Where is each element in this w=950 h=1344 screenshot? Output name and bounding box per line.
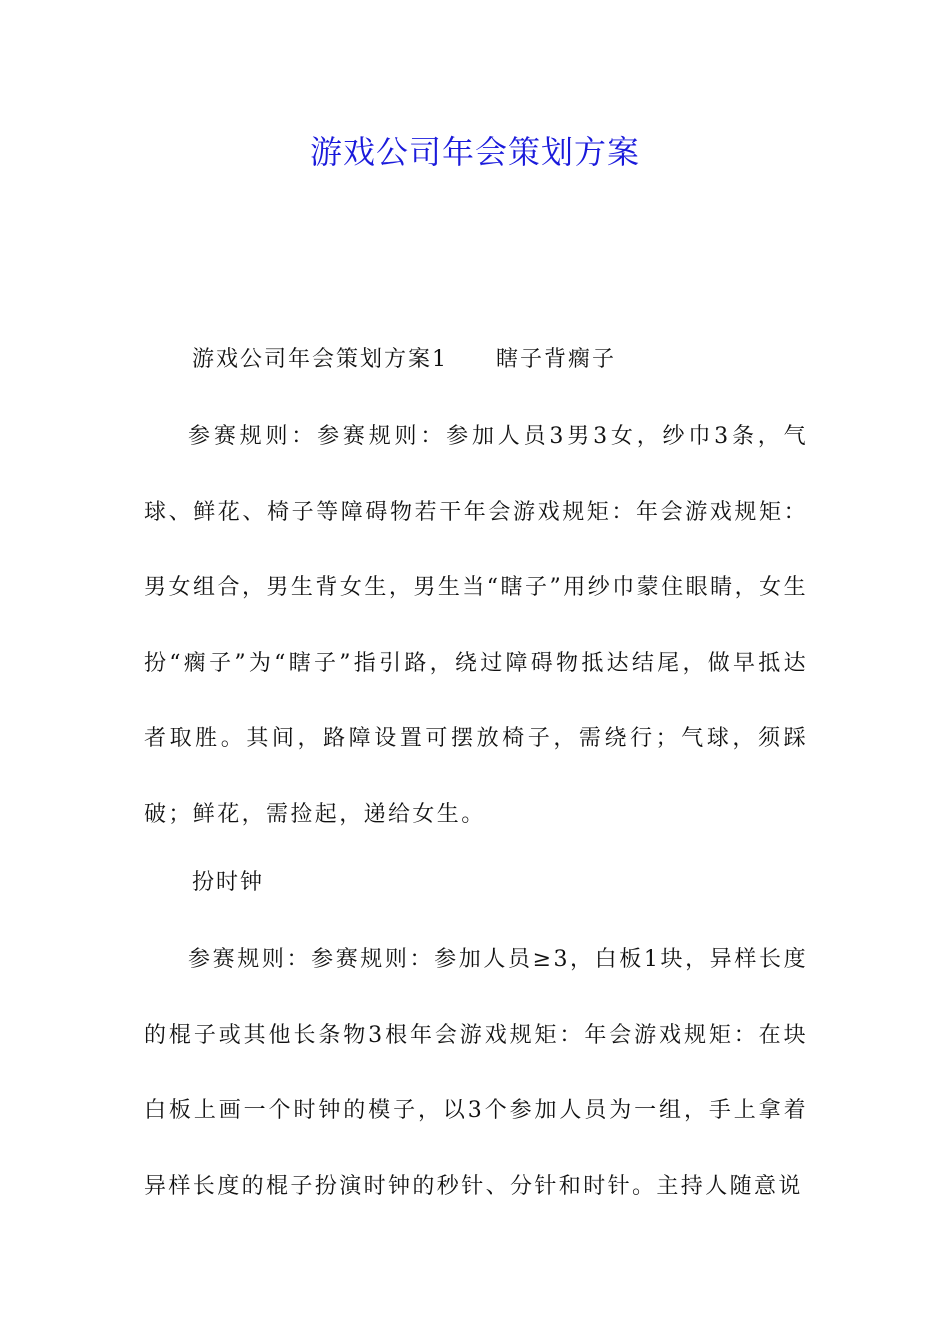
game1-rules-paragraph: 参赛规则：参赛规则：参加人员3男3女，纱巾3条，气球、鲜花、椅子等障碍物若干年会游戏规矩：年会游戏规矩：男女组合，男生背女生，男生当“瞎子”用纱巾蒙住眼睛，女生扮“瘸子”为“瞎子”指引路，绕过障碍物抵达结尾，做早抵达者取胜。其间，路障设置可摆放椅子，需绕行；气球，须踩破；鲜花，需捡起，递给女生。: [144, 424, 808, 827]
document-title: 游戏公司年会策划方案: [309, 133, 640, 171]
game2-rules-block: [144, 922, 808, 1224]
section-heading: 游戏公司年会策划方案1: [192, 347, 448, 372]
section-heading-line: [192, 342, 616, 378]
game2-rules-paragraph: 参赛规则：参赛规则：参加人员≥3，白板1块，异样长度的棍子或其他长条物3根年会游戏规矩：年会游戏规矩：在块白板上画一个时钟的模子，以3个参加人员为一组，手上拿着异样长度的棍子扮演时钟的秒针、分针和时针。主持人随意说: [144, 947, 808, 1199]
game2-name: 扮时钟: [192, 870, 265, 895]
game1-name: 瞎子背瘸子: [496, 347, 617, 372]
game1-rules-block: [144, 399, 808, 853]
